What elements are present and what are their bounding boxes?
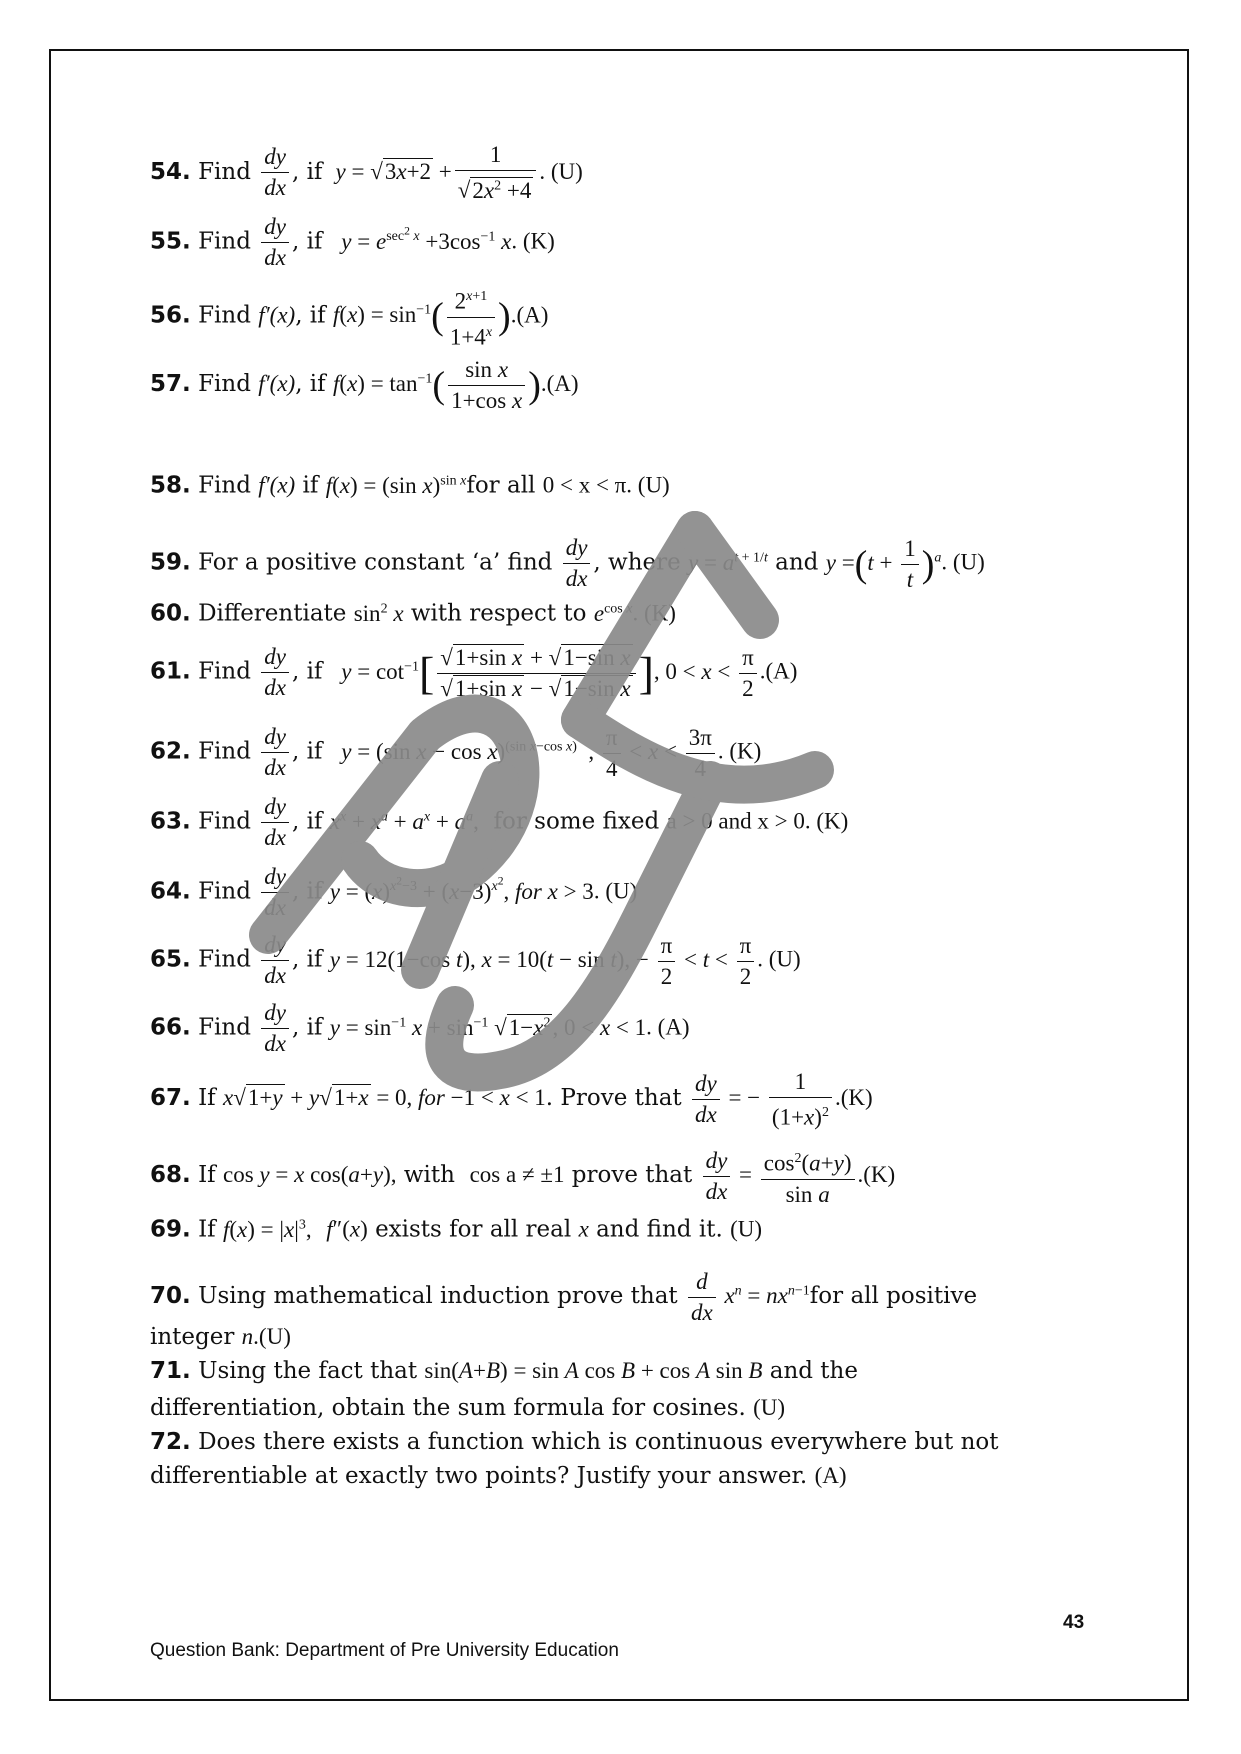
question-72-line-2: differentiable at exactly two points? Justify your answer. (A) [150, 1463, 847, 1489]
math-expression: $y = \sin^{-1} x + \sin^{-1} √1-x^2$, 0 < x < 1 [329, 1014, 647, 1040]
math-expression: sin(A+B) = sin A cos B + cos A sin B [424, 1358, 763, 1383]
math-expression: y = 12(1−cos t), x = 10(t − sin t), − $\frac{\pi}{2}$ < t < $\frac{\pi}{2}$ [330, 947, 758, 972]
math-expression: y = (sin x − cos x)$^{(sin x-cos x)}$ , $\frac{\pi}{4}$ < x < $\frac{3\pi}{4}$ [330, 739, 718, 764]
question-61: 61. Find $\frac{dy}{dx}$ , if $y = \cot^{-1}$[ $\frac{\text{√1+sin x + √1−sin x}}{\text{√1+sin x − √1−sin x}}$ ], 0 < x < $\frac{\pi}{2}$ .(A) [150, 644, 798, 701]
math-expression-2: $\frac{dy}{dx}$ = − $\frac{1}{(1+x)^2}$ [689, 1085, 835, 1110]
question-70: 70. Using mathematical induction prove that $\frac{d}{dx}$ $x^n = nx^{n-1}for$ all positive [150, 1269, 978, 1325]
math-expression-2: f″(x) [326, 1216, 368, 1242]
math-expression: $\frac{d}{dx}$ $x^n = nx^{n-1}$ [685, 1283, 810, 1308]
math-expression: f(x) = (sin x)$^{sin x}$ [325, 472, 467, 498]
math-expression: cos y = x cos(a+y), [222, 1162, 397, 1188]
question-55: 55. Find $\frac{dy}{dx}$ , if $y = e^{sec^2 x} +3\cos^{-1}$ x. (K) [150, 214, 555, 270]
question-71-line-2: differentiation, obtain the sum formula for cosines. (U) [150, 1395, 786, 1421]
math-expression: x√1+y + y√1+x = 0, for −1 < x < 1 [222, 1085, 546, 1111]
math-expression: $\sin^2 x$ [353, 600, 404, 626]
math-expression: $y = \cot^{-1}$[ $\frac{\text{√1+sin x + √1−sin x}}{\text{√1+sin x − √1−sin x}}$ ], 0 < x < $\frac{\pi}{2}$ [330, 659, 760, 684]
question-66: 66. Find $\frac{dy}{dx}$ , if $y = \sin^{-1} x + \sin^{-1} √1-x^2$, 0 < x < 1. (A) [150, 1000, 690, 1056]
question-72: 72. Does there exists a function which is continuous everywhere but not [150, 1429, 999, 1455]
question-59: 59. For a positive constant ‘a’ find $\frac{dy}{dx}$ , where $y = a^{t + 1/t}$ and y =(t + $\frac{1}{t}$ )$^a$. (U) [150, 535, 985, 592]
question-56: 56. Find f′(x), if $f(x) = \sin^{-1}$( $\frac{2^{x+1}}{1+4^x}$ ).(A) [150, 282, 548, 352]
question-69: 69. If $f(x) = |x|^3$, f″(x) exists for all real x and find it. (U) [150, 1216, 763, 1243]
question-68: 68. If cos y = x cos(a+y), with cos a ≠ ±1 prove that $\frac{dy}{dx}$ = $\frac{\cos^2(a+y)}{\text{sin a}}$ .(K) [150, 1144, 895, 1210]
math-expression-2: $e^{cos x}$ [593, 600, 633, 626]
question-58: 58. Find f′(x) if f(x) = (sin x)$^{sin x}$for all 0 < x < π. (U) [150, 472, 670, 499]
question-63: 63. Find $\frac{dy}{dx}$ , if $x^x + x^a + a^x + a^a$, for some fixed a > 0 and x > 0. (K) [150, 794, 849, 850]
math-expression: $y = (x)^{x^2-3} + (x-3)^{x^2}$, for x > 3 [329, 874, 594, 904]
question-71: 71. Using the fact that sin(A+B) = sin A cos B + cos A sin B and the [150, 1358, 858, 1384]
math-expression: $f(x) = \tan^{-1}$( $\frac{\text{sin x}}{\text{1+cos x}}$ ) [333, 357, 541, 413]
math-expression: y = √3x+2 + [335, 158, 452, 184]
page-footer: Question Bank: Department of Pre University Education [150, 1640, 619, 1661]
question-64: 64. Find $\frac{dy}{dx}$ , if $y = (x)^{x^2-3} + (x-3)^{x^2}$, for x > 3. (U) [150, 864, 638, 920]
page-number: 43 [1063, 1612, 1085, 1633]
math-expression: $f(x) = \sin^{-1}$( $\frac{2^{x+1}}{1+4^x}$ ) [333, 302, 511, 327]
question-67: 67. If x√1+y + y√1+x = 0, for −1 < x < 1. Prove that $\frac{dy}{dx}$ = − $\frac{1}{(1+x)^2}$ .(K) [150, 1069, 873, 1130]
math-expression: $y = a^{t + 1/t}$ [688, 549, 768, 575]
math-expression-2: y =(t + $\frac{1}{t}$ )$^a$ [825, 535, 942, 592]
question-70-line-2: integer n.(U) [150, 1324, 291, 1350]
math-expression: $y = e^{sec^2 x} +3\cos^{-1}$ x [341, 224, 512, 254]
math-expression: $x^x + x^a + a^x + a^a$, [329, 808, 479, 834]
math-expression: $f(x) = |x|^3$, [222, 1216, 312, 1242]
question-54: 54. Find $\frac{dy}{dx}$ , if y = √3x+2 + $\frac{1}{√2x^2 +4}$ . (U) [150, 142, 583, 203]
question-57: 57. Find f′(x), if $f(x) = \tan^{-1}$( $\frac{\text{sin x}}{\text{1+cos x}}$ ).(A) [150, 357, 579, 413]
question-62: 62. Find $\frac{dy}{dx}$ , if y = (sin x − cos x)$^{(sin x-cos x)}$ , $\frac{\pi}{4}$ < x < $\frac{3\pi}{4}$ . (K) [150, 724, 762, 781]
question-65: 65. Find $\frac{dy}{dx}$ , if y = 12(1−cos t), x = 10(t − sin t), − $\frac{\pi}{2}$ < t < $\frac{\pi}{2}$ . (U) [150, 932, 801, 989]
question-60: 60. Differentiate $\sin^2 x$ with respect to $e^{cos x}$. (K) [150, 600, 676, 627]
math-expression-2: $\frac{dy}{dx}$ = $\frac{\cos^2(a+y)}{\text{sin a}}$ [700, 1162, 858, 1187]
